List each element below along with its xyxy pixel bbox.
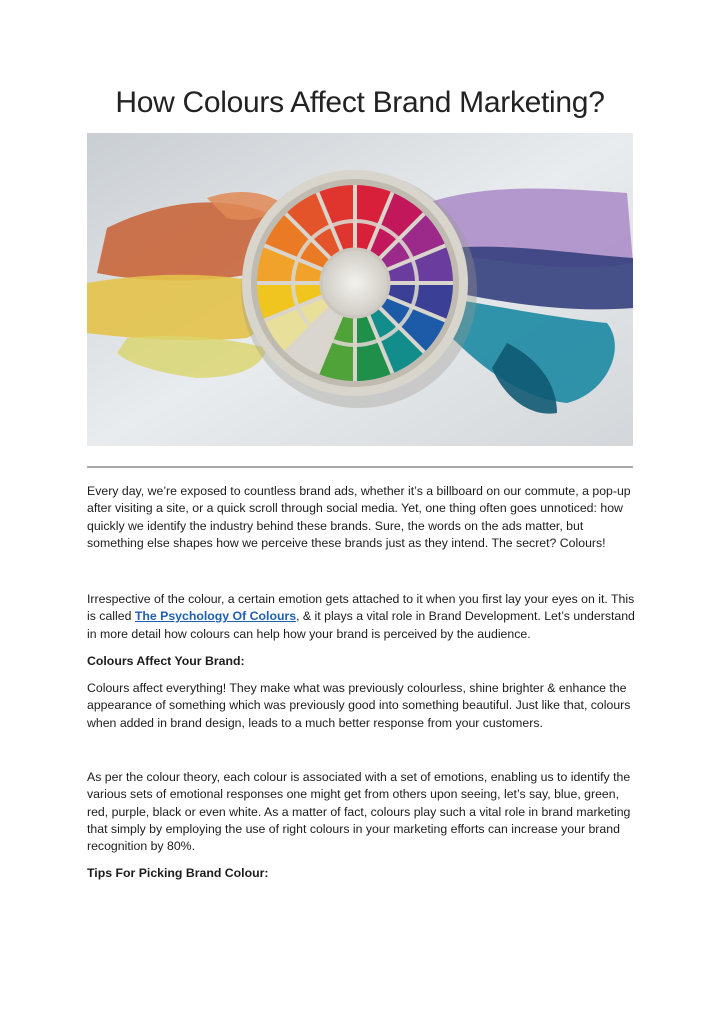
page-title: How Colours Affect Brand Marketing? xyxy=(115,86,605,119)
hero-image xyxy=(87,133,633,446)
colour-wheel-palette-icon xyxy=(87,133,633,446)
paragraph-psychology xyxy=(87,591,637,643)
paragraph-colours-affect xyxy=(87,680,637,732)
paragraph-text: Colours affect everything! They make what was previously colourless, shine brighter & enhance the appearance of something which was previously good into something beautiful. Just like that, colours when added in brand design, leads to a much better response from your customers. xyxy=(87,681,631,730)
paragraph-colour-theory xyxy=(87,769,637,855)
paragraph-text: , & it plays a vital role in Brand Development. Let’s understand in more detail how colours can help how your brand is perceived by the audience. xyxy=(87,609,635,641)
paragraph-intro xyxy=(87,483,637,552)
section-heading-tips: Tips For Picking Brand Colour: xyxy=(87,866,269,880)
paragraph-text: Every day, we’re exposed to countless brand ads, whether it’s a billboard on our commute, a pop-up after visiting a site, or a quick scroll through social media. Yet, one thing often goes unnoticed: how quickly we identify the industry behind these brands. Sure, the words on the ads matter, but something else shapes how we perceive these brands just as they intend. The secret? Colours! xyxy=(87,484,631,550)
psychology-of-colours-link[interactable]: The Psychology Of Colours xyxy=(134,609,297,624)
paragraph-text: Irrespective of the colour, a certain emotion gets attached to it when you first lay your eyes on it. This is called xyxy=(87,592,635,624)
section-heading-colours-affect: Colours Affect Your Brand: xyxy=(87,654,245,668)
horizontal-divider xyxy=(87,466,633,468)
paragraph-text: As per the colour theory, each colour is associated with a set of emotions, enabling us to identify the various sets of emotional responses one might get from others upon seeing, let’s say, blue, green, red, purple, black or even white. As a matter of fact, colours play such a vital role in brand marketing that simply by employing the use of right colours in your marketing efforts can increase your brand recognition by 80%. xyxy=(87,770,631,854)
